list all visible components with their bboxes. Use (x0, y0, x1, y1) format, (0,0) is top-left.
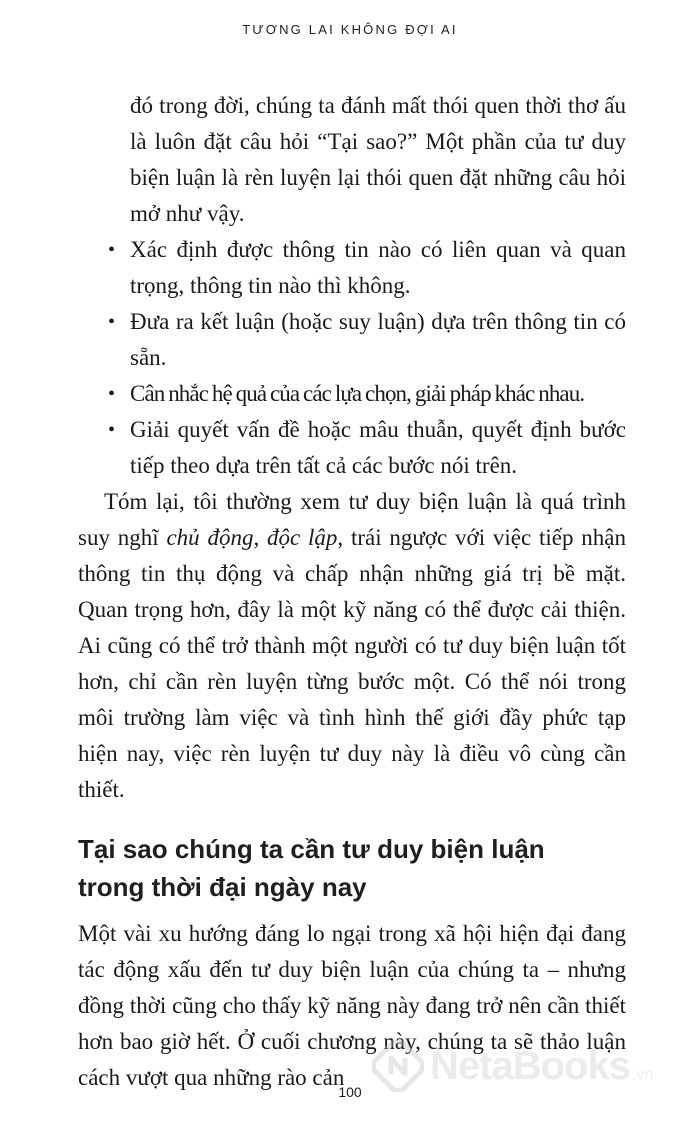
list-item (78, 412, 626, 484)
section-heading: Tại sao chúng ta cần tư duy biện luận trong thời đại ngày nay (78, 834, 545, 902)
bullet-icon: • (108, 239, 116, 261)
watermark-brand: NetaBooks (430, 1043, 630, 1088)
watermark-suffix: .vn (631, 1066, 654, 1083)
list-item-text: Giải quyết vấn đề hoặc mâu thuẫn, quyết định bước tiếp theo dựa trên tất cả các bước nói trên. (130, 417, 626, 478)
summary-separator: , (253, 525, 268, 550)
list-item-text: Đưa ra kết luận (hoặc suy luận) dựa trên thông tin có sẵn. (130, 309, 626, 370)
bullet-icon: • (108, 383, 116, 405)
list-item (78, 232, 626, 304)
bullet-icon: • (108, 419, 116, 441)
list-item (78, 304, 626, 376)
page-content (78, 88, 626, 1096)
page-number: 100 (338, 1084, 362, 1100)
running-header: TƯƠNG LAI KHÔNG ĐỢI AI (242, 22, 458, 37)
continued-paragraph: đó trong đời, chúng ta đánh mất thói quen thời thơ ấu là luôn đặt câu hỏi “Tại sao?” Một phần của tư duy biện luận là rèn luyện lại thói quen đặt những câu hỏi mở như vậy. (130, 93, 626, 226)
bullet-icon: • (108, 311, 116, 333)
list-item (78, 376, 626, 412)
list-item-text: Cân nhắc hệ quả của các lựa chọn, giải pháp khác nhau. (130, 381, 585, 406)
summary-text-end: , trái ngược với việc tiếp nhận thông tin thụ động và chấp nhận những giá trị bề mặt. Quan trọng hơn, đây là một kỹ năng có thể được cải thiện. Ai cũng có thể trở thành một người có tư duy biện luận tốt hơn, chỉ cần rèn luyện từng bước một. Có thể nói trong môi trường làm việc và tình hình thế giới đầy phức tạp hiện nay, việc rèn luyện tư duy này là điều vô cùng cần thiết. (78, 525, 627, 802)
bullet-list (78, 232, 626, 484)
list-item-text: Xác định được thông tin nào có liên quan và quan trọng, thông tin nào thì không. (130, 237, 626, 298)
section-paragraph: Một vài xu hướng đáng lo ngại trong xã hội hiện đại đang tác động xấu đến tư duy biện luận của chúng ta – nhưng đồng thời cũng cho thấy kỹ năng này đang trở nên cần thiết hơn bao giờ hết. Ở cuối chương này, chúng ta sẽ thảo luận cách vượt qua những rào cản (78, 921, 626, 1090)
summary-paragraph (78, 484, 626, 808)
summary-text-start: Tóm lại, tôi thường xem tư duy biện luận là quá trình suy nghĩ (78, 489, 626, 550)
summary-italic-independent: độc lập (267, 525, 338, 550)
summary-italic-active: chủ động (166, 525, 254, 550)
